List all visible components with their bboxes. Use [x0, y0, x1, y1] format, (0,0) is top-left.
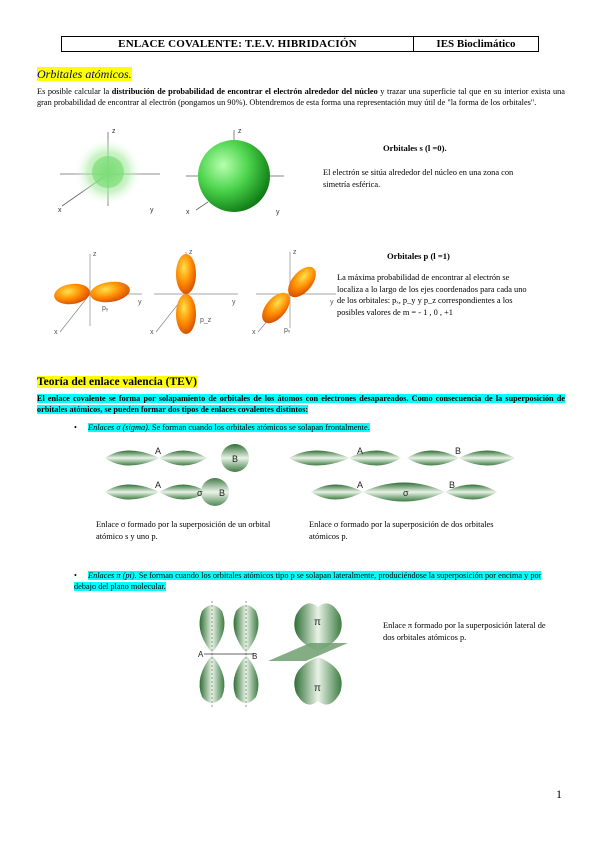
pz-orbital-image [148, 246, 243, 341]
svg-text:x: x [252, 329, 256, 336]
sigma-sp-caption: Enlace σ formado por la superposición de un orbital atómico s y uno p. [96, 520, 271, 541]
svg-text:y: y [276, 209, 280, 216]
school-name: IES Bioclimático [436, 38, 516, 50]
sigma-pp-diagram [283, 440, 533, 515]
sigma-sp-diagram [95, 440, 265, 515]
svg-text:B: B [455, 446, 462, 456]
label-pz: p_z [200, 317, 212, 324]
sigma-pp-caption: Enlace σ formado por la superposición de dos orbitales atómicos p. [309, 520, 494, 541]
svg-text:y: y [330, 299, 334, 306]
svg-text:x: x [150, 329, 154, 336]
svg-text:A: A [357, 446, 364, 456]
section-title-tev: Teoría del enlace valencia (TEV) [37, 376, 197, 388]
svg-text:π: π [314, 683, 321, 694]
svg-text:A: A [155, 480, 162, 490]
svg-text:y: y [150, 207, 154, 214]
tev-intro-paragraph: El enlace covalente se forma por solapamiento de orbitales de los átomos con electrones desapareados. Como consecuencia de la superposición de orbitales atómicos, se pueden formar dos tipos de enlaces covalentes distintos: [37, 394, 565, 415]
svg-text:z: z [238, 128, 242, 135]
svg-text:y: y [138, 299, 142, 306]
bullet-icon: • [74, 571, 77, 580]
label-px: pₓ [284, 327, 291, 334]
s-orbitals-text: El electrón se sitúa alrededor del núcleo en una zona con simetría esférica. [323, 168, 514, 189]
svg-text:A: A [155, 446, 162, 456]
header-table [61, 36, 539, 52]
svg-text:B: B [232, 454, 239, 464]
svg-text:σ: σ [197, 488, 203, 498]
py-orbital-image [50, 246, 148, 341]
svg-text:A: A [198, 650, 204, 659]
svg-text:π: π [314, 617, 321, 628]
svg-text:x: x [54, 329, 58, 336]
svg-text:z: z [112, 128, 116, 135]
p-orbitals-text: La máxima probabilidad de encontrar al electrón se localiza a lo largo de los ejes coordenados para cada uno de los orbitales: pₓ, p_y y p_z correspondientes a los posibles valores de m = - 1 , 0 , +1 [337, 273, 527, 317]
intro-paragraph: Es posible calcular la distribución de probabilidad de encontrar el electrón alrededor del núcleo y trazar una superficie tal que en su interior exista una gran probabilidad de encontrar al electrón (pongamos un 90%). Obtendremos de esta forma una representación muy útil de "la forma de los orbitales". [37, 87, 565, 108]
page-number: 1 [556, 787, 562, 801]
svg-text:B: B [219, 488, 226, 498]
px-orbital-image [246, 246, 341, 341]
document-title: ENLACE COVALENTE: T.E.V. HIBRIDACIÓN [62, 37, 414, 51]
s-orbital-sphere-image [172, 124, 292, 224]
s-orbital-cloud-image [40, 124, 170, 224]
pi-bullet: • Enlaces π (pi). Se forman cuando los orbitales atómicos tipo p se solapan lateralmente, produciéndose la superposición por encima y por debajo del plano molecular. [74, 571, 542, 592]
svg-text:x: x [186, 209, 190, 216]
bullet-icon: • [74, 423, 77, 432]
label-py: pᵧ [102, 305, 109, 312]
p-orbitals-title: Orbitales p (l =1) [387, 251, 450, 261]
svg-text:z: z [189, 249, 193, 256]
sigma-bullet: • Enlaces σ (sigma). Se forman cuando los orbitales atómicos se solapan frontalmente. [74, 423, 370, 432]
svg-text:z: z [93, 251, 97, 258]
svg-text:y: y [232, 299, 236, 306]
svg-text:z: z [293, 249, 297, 256]
pi-caption: Enlace π formado por la superposición lateral de dos orbitales atómicos p. [383, 621, 546, 642]
s-orbitals-title: Orbitales s (l =0). [383, 143, 447, 153]
svg-text:σ: σ [403, 488, 409, 498]
pi-bond-diagram [190, 595, 350, 715]
svg-text:x: x [58, 207, 62, 214]
svg-text:B: B [252, 652, 258, 661]
svg-text:B: B [449, 480, 456, 490]
section-title-orbitals: Orbitales atómicos. [37, 67, 132, 81]
svg-text:A: A [357, 480, 364, 490]
